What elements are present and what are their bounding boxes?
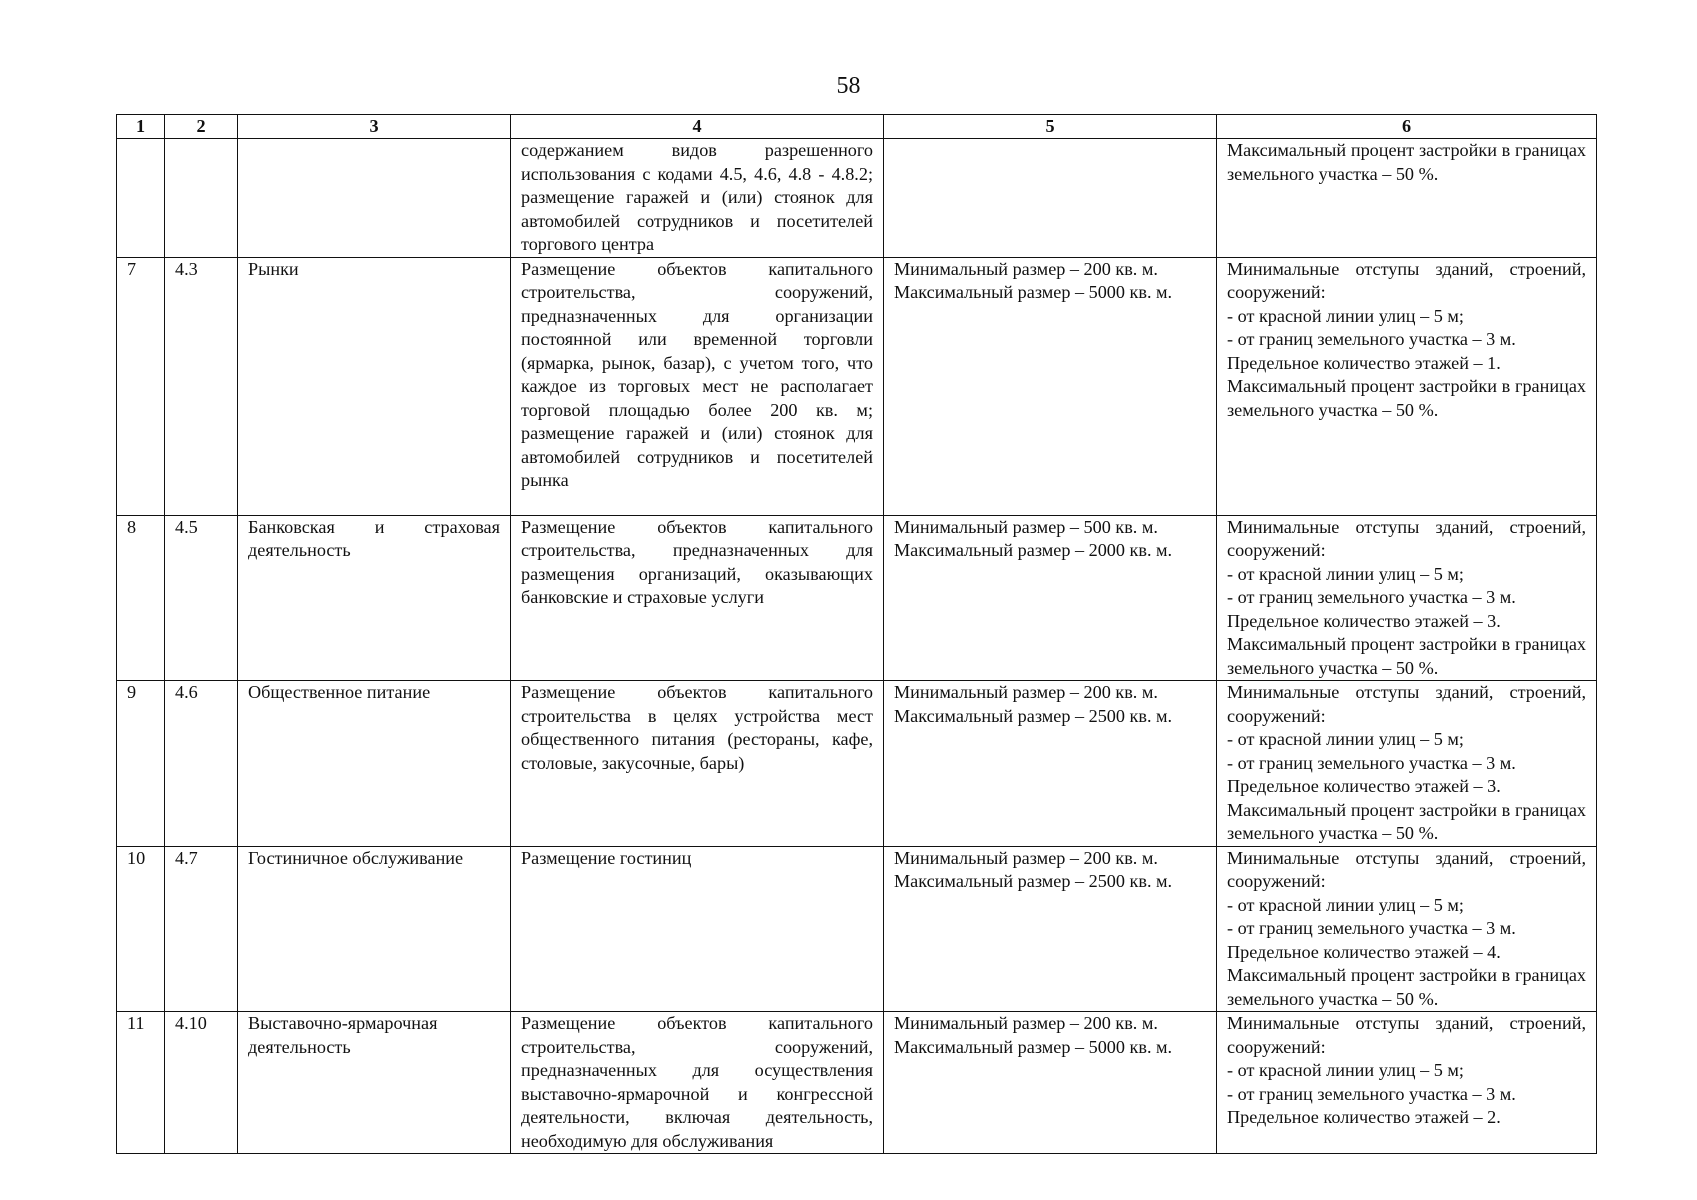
table-row	[117, 515, 1597, 681]
row-code-cell: 4.3	[165, 257, 238, 515]
row-code-cell: 4.7	[165, 846, 238, 1012]
row-number-cell: 9	[117, 681, 165, 847]
land-use-table	[116, 114, 1597, 1154]
param-text: Предельное количество этажей – 3.	[1227, 610, 1501, 631]
row-description-cell: Размещение объектов капитального строительства в целях устройства мест общественного питания (рестораны, кафе, столовые, закусочные, бары)	[511, 681, 884, 847]
column-header: 1	[117, 115, 165, 139]
param-text: Предельное количество этажей – 3.	[1227, 776, 1501, 796]
row-params-cell	[1217, 139, 1597, 258]
row-description-cell: содержанием видов разрешенного использования с кодами 4.5, 4.6, 4.8 - 4.8.2; размещение гаражей и (или) стоянок для автомобилей сотрудников и посетителей торгового центра	[511, 139, 884, 258]
row-sizes-cell	[884, 257, 1217, 515]
param-text: - от красной линии улиц – 5 м;	[1227, 1060, 1464, 1080]
param-text: Минимальные отступы зданий, строений, сооружений:	[1227, 516, 1586, 560]
max-size-text: Максимальный размер – 2000 кв. м.	[894, 540, 1173, 560]
param-text: Максимальный процент застройки в границах земельного участка – 50 %.	[1227, 140, 1586, 184]
page-number: 58	[836, 73, 861, 99]
row-code-cell: 4.10	[165, 1012, 238, 1154]
row-number-cell: 8	[117, 515, 165, 681]
row-name-cell	[238, 139, 511, 258]
row-sizes-cell	[884, 515, 1217, 681]
param-text: Максимальный процент застройки в границах земельного участка – 50 %.	[1227, 799, 1586, 843]
row-name-cell: Выставочно-ярмарочная деятельность	[238, 1012, 511, 1154]
table-row	[117, 257, 1597, 515]
max-size-text: Максимальный размер – 2500 кв. м.	[894, 871, 1173, 891]
max-size-text: Максимальный размер – 5000 кв. м.	[894, 1036, 1173, 1057]
column-header: 3	[238, 115, 511, 139]
row-params-cell	[1217, 846, 1597, 1012]
row-description-cell: Размещение объектов капитального строительства, сооружений, предназначенных для осуществления выставочно-ярмарочной и конгрессной деятельности, включая деятельность, необходимую для обслуживания	[511, 1012, 884, 1154]
column-header: 6	[1217, 115, 1597, 139]
param-text: - от границ земельного участка – 3 м.	[1227, 918, 1516, 938]
row-name-cell: Общественное питание	[238, 681, 511, 847]
param-text: Предельное количество этажей – 2.	[1227, 1107, 1501, 1127]
row-params-cell	[1217, 515, 1597, 681]
row-sizes-cell	[884, 1012, 1217, 1154]
min-size-text: Минимальный размер – 200 кв. м.	[894, 258, 1158, 279]
column-header: 5	[884, 115, 1217, 139]
row-description-cell: Размещение объектов капитального строительства, сооружений, предназначенных для организации постоянной или временной торговли (ярмарка, рынок, базар), с учетом того, что каждое из торговых мест не располагает торговой площадью более 200 кв. м; размещение гаражей и (или) стоянок для автомобилей сотрудников и посетителей рынка	[511, 257, 884, 515]
param-text: Максимальный процент застройки в границах земельного участка – 50 %.	[1227, 965, 1586, 1009]
table-row	[117, 139, 1597, 258]
column-header: 2	[165, 115, 238, 139]
param-text: - от границ земельного участка – 3 м.	[1227, 329, 1516, 349]
param-text: - от красной линии улиц – 5 м;	[1227, 305, 1464, 326]
row-number-cell: 10	[117, 846, 165, 1012]
min-size-text: Минимальный размер – 500 кв. м.	[894, 516, 1158, 537]
param-text: - от красной линии улиц – 5 м;	[1227, 894, 1464, 915]
param-text: Минимальные отступы зданий, строений, сооружений:	[1227, 847, 1586, 891]
row-sizes-cell	[884, 846, 1217, 1012]
param-text: - от границ земельного участка – 3 м.	[1227, 752, 1516, 773]
param-text: - от границ земельного участка – 3 м.	[1227, 1083, 1516, 1104]
row-number-cell: 11	[117, 1012, 165, 1154]
table-row	[117, 846, 1597, 1012]
min-size-text: Минимальный размер – 200 кв. м.	[894, 1013, 1158, 1033]
row-code-cell: 4.6	[165, 681, 238, 847]
row-number-cell	[117, 139, 165, 258]
param-text: - от границ земельного участка – 3 м.	[1227, 587, 1516, 607]
param-text: - от красной линии улиц – 5 м;	[1227, 563, 1464, 584]
row-code-cell	[165, 139, 238, 258]
min-size-text: Минимальный размер – 200 кв. м.	[894, 847, 1158, 868]
row-name-cell: Гостиничное обслуживание	[238, 846, 511, 1012]
row-sizes-cell	[884, 681, 1217, 847]
param-text: Максимальный процент застройки в границах земельного участка – 50 %.	[1227, 376, 1586, 420]
table-row	[117, 681, 1597, 847]
row-params-cell	[1217, 1012, 1597, 1154]
row-params-cell	[1217, 257, 1597, 515]
param-text: Максимальный процент застройки в границах земельного участка – 50 %.	[1227, 634, 1586, 678]
row-description-cell: Размещение объектов капитального строительства, предназначенных для размещения организаций, оказывающих банковские и страховые услуги	[511, 515, 884, 681]
param-text: Минимальные отступы зданий, строений, сооружений:	[1227, 1013, 1586, 1057]
param-text: Предельное количество этажей – 1.	[1227, 352, 1501, 373]
row-name-cell: Банковская и страховая деятельность	[238, 515, 511, 681]
param-text: Предельное количество этажей – 4.	[1227, 941, 1501, 962]
row-code-cell: 4.5	[165, 515, 238, 681]
table-header-row	[117, 115, 1597, 139]
max-size-text: Максимальный размер – 5000 кв. м.	[894, 282, 1173, 302]
row-sizes-cell	[884, 139, 1217, 258]
row-description-cell: Размещение гостиниц	[511, 846, 884, 1012]
row-number-cell: 7	[117, 257, 165, 515]
row-name-cell: Рынки	[238, 257, 511, 515]
min-size-text: Минимальный размер – 200 кв. м.	[894, 682, 1158, 702]
max-size-text: Максимальный размер – 2500 кв. м.	[894, 705, 1173, 726]
param-text: - от красной линии улиц – 5 м;	[1227, 729, 1464, 749]
param-text: Минимальные отступы зданий, строений, сооружений:	[1227, 682, 1586, 726]
row-params-cell	[1217, 681, 1597, 847]
table-row	[117, 1012, 1597, 1154]
param-text: Минимальные отступы зданий, строений, сооружений:	[1227, 258, 1586, 302]
column-header: 4	[511, 115, 884, 139]
